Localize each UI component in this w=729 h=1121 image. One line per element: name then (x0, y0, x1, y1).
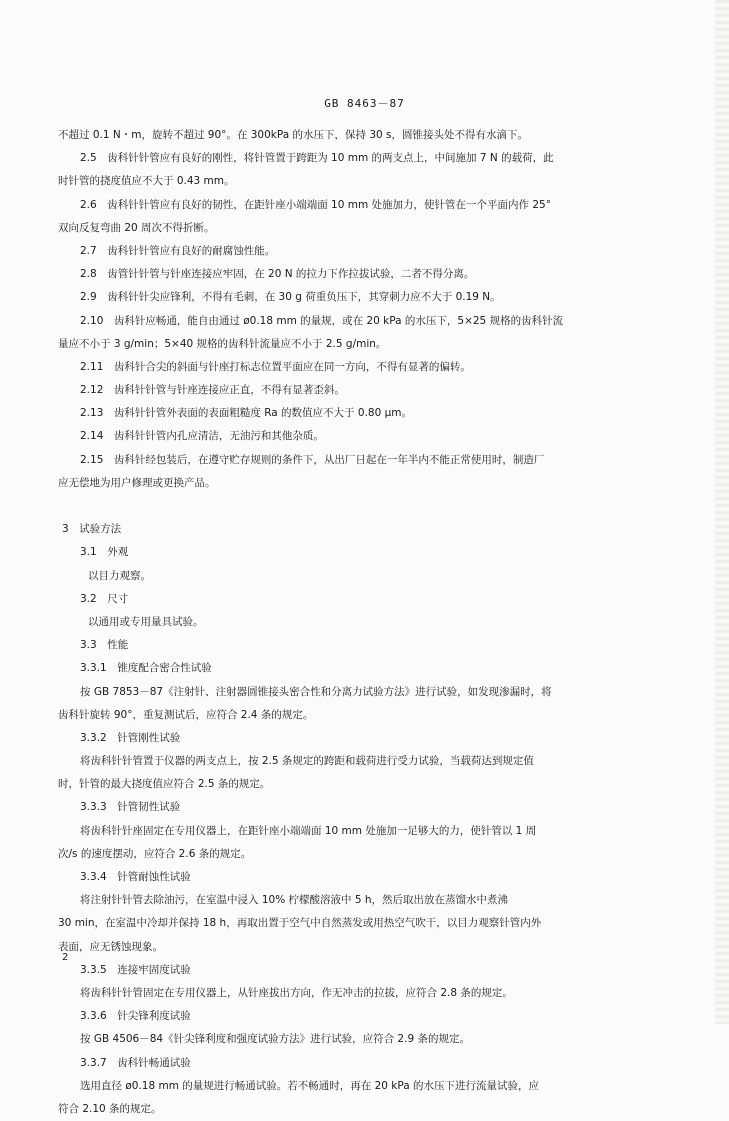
document-body (58, 124, 624, 1121)
text-line: 表面，应无锈蚀现象。 (58, 940, 163, 953)
text-line: 3.2 尺寸 (80, 592, 129, 605)
text-line: 2.15 齿科针经包装后，在遵守贮存规则的条件下，从出厂日起在一年半内不能正常使用时，制造厂 (80, 453, 545, 466)
text-line: 次/s 的速度摆动，应符合 2.6 条的规定。 (58, 847, 252, 860)
text-line: 2.6 齿科针针管应有良好的韧性，在距针座小端端面 10 mm 处施加力，使针管在一个平面内作 25° (80, 198, 551, 211)
text-line: 将注射针针管去除油污，在室温中浸入 10% 柠檬酸溶液中 5 h，然后取出放在蒸馏水中煮沸 (80, 894, 509, 907)
text-line: 时针管的挠度值应不大于 0.43 mm。 (58, 175, 235, 188)
page-number: 2 (62, 952, 69, 963)
text-line: 2.13 齿科针针管外表面的表面粗糙度 Ra 的数值应不大于 0.80 μm。 (80, 407, 413, 420)
text-line: 时，针管的最大挠度值应符合 2.5 条的规定。 (58, 778, 271, 791)
text-line: 2.9 齿科针针尖应锋利，不得有毛刺，在 30 g 荷重负压下，其穿刺力应不大于 0.19 N。 (80, 291, 501, 304)
text-line: 2.10 齿科针应畅通，能自由通过 ø0.18 mm 的量规，或在 20 kPa 的水压下，5×25 规格的齿科针流 (80, 314, 564, 327)
text-line: 将齿科针针座固定在专用仪器上，在距针座小端端面 10 mm 处施加一足够大的力，使针管以 1 周 (80, 824, 537, 837)
text-line: 3.3.6 针尖锋利度试验 (80, 1010, 191, 1023)
text-line: 不超过 0.1 N・m，旋转不超过 90°。在 300kPa 的水压下，保持 30 s，圆锥接头处不得有水滴下。 (58, 129, 529, 141)
text-line: 双向反复弯曲 20 周次不得折断。 (58, 221, 215, 234)
text-line: 将齿科针针管固定在专用仪器上，从针座拔出方向，作无冲击的拉拔，应符合 2.8 条的规定。 (80, 986, 513, 999)
text-line: 以通用或专用量具试验。 (88, 615, 204, 628)
standard-header: GB 8463－87 (324, 97, 405, 110)
text-line: 齿科针旋转 90°，重复测试后，应符合 2.4 条的规定。 (58, 708, 314, 721)
scan-edge (715, 0, 729, 1024)
text-line: 2.11 齿科针合尖的斜面与针座打标志位置平面应在同一方向，不得有显著的偏转。 (80, 360, 471, 373)
text-line: 2.12 齿科针针管与针座连接应正直，不得有显著歪斜。 (80, 384, 345, 397)
text-line: 3.3.5 连接牢固度试验 (80, 963, 191, 976)
text-line: 按 GB 7853－87《注射针、注射器圆锥接头密合性和分离力试验方法》进行试验，如发现渗漏时，将 (80, 685, 552, 698)
text-line: 3.3.4 针管耐蚀性试验 (80, 871, 191, 883)
text-line: 3.3.2 针管刚性试验 (80, 731, 181, 744)
text-line: 3.3.1 锥度配合密合性试验 (80, 662, 212, 675)
text-line: 应无偿地为用户修理或更换产品。 (58, 476, 216, 489)
text-line: 2.7 齿科针针管应有良好的耐腐蚀性能。 (80, 244, 276, 257)
text-line: 以目力观察。 (88, 569, 151, 582)
text-line: 符合 2.10 条的规定。 (58, 1102, 162, 1115)
text-line: 选用直径 ø0.18 mm 的量规进行畅通试验。若不畅通时，再在 20 kPa 的水压下进行流量试验，应 (80, 1079, 540, 1092)
text-line: 2.14 齿科针针管内孔应清洁，无油污和其他杂质。 (80, 430, 324, 443)
text-line: 2.5 齿科针针管应有良好的刚性，将针管置于跨距为 10 mm 的两支点上，中间施加 7 N 的载荷，此 (80, 152, 554, 165)
text-line: 3.1 外观 (80, 546, 129, 559)
text-line: 3.3.3 针管韧性试验 (80, 801, 181, 814)
text-line: 3.3 性能 (80, 639, 129, 652)
text-line: 3 试验方法 (62, 523, 122, 536)
text-line: 将齿科针针管置于仪器的两支点上，按 2.5 条规定的跨距和载荷进行受力试验，当载荷达到规定值 (80, 755, 534, 768)
text-line: 3.3.7 齿科针畅通试验 (80, 1056, 191, 1069)
text-line: 2.8 齿管针针管与针座连接应牢固，在 20 N 的拉力下作拉拔试验，二者不得分离。 (80, 268, 475, 281)
text-line (58, 495, 624, 518)
text-line: 30 min，在室温中冷却并保持 18 h，再取出置于空气中自然蒸发或用热空气吹干，以目力观察针管内外 (58, 917, 542, 930)
text-line: 量应不小于 3 g/min；5×40 规格的齿科针流量应不小于 2.5 g/min。 (58, 337, 387, 350)
text-line: 按 GB 4506－84《针尖锋利度和强度试验方法》进行试验，应符合 2.9 条的规定。 (80, 1033, 470, 1046)
